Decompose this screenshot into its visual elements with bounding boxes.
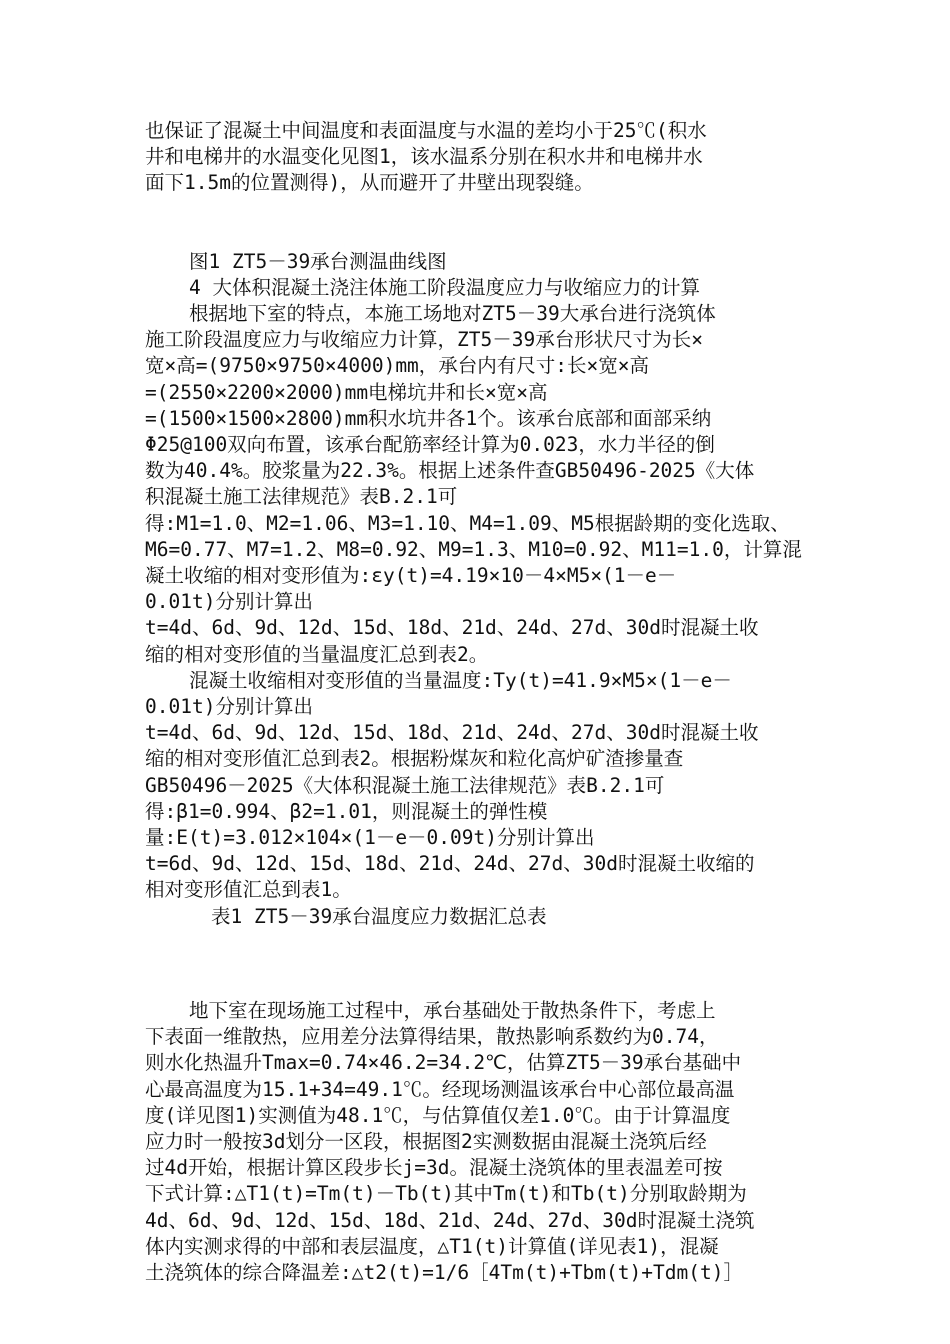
- text-line: =(1500×1500×2800)mm积水坑井各1个。该承台底部和面部采纳: [145, 406, 712, 430]
- text-line: t=4d、6d、9d、12d、15d、18d、21d、24d、27d、30d时混凝土收: [145, 721, 759, 745]
- text-line: t=4d、6d、9d、12d、15d、18d、21d、24d、27d、30d时混凝土收: [145, 616, 759, 640]
- text-line: 0.01t)分别计算出: [145, 695, 313, 719]
- section-4-heading: 4 大体积混凝土浇注体施工阶段温度应力与收缩应力的计算: [189, 275, 700, 299]
- text-line: =(2550×2200×2000)mm电梯坑井和长×宽×高: [145, 380, 548, 404]
- text-line: 面下1.5m的位置测得)，从而避开了井壁出现裂缝。: [145, 171, 594, 195]
- text-line: 数为40.4%。胶浆量为22.3%。根据上述条件查GB50496-2025《大体: [145, 459, 755, 483]
- paragraph-basement-construction: [145, 998, 815, 1286]
- table-1-caption: 表1 ZT5－39承台温度应力数据汇总表: [211, 904, 547, 928]
- text-line: 量:E(t)=3.012×104×(1－e－0.09t)分别计算出: [145, 826, 595, 850]
- paragraph-equivalent-temperature: [145, 668, 815, 904]
- text-line: 施工阶段温度应力与收缩应力计算，ZT5－39承台形状尺寸为长×: [145, 328, 703, 352]
- text-line: 度(详见图1)实测值为48.1℃，与估算值仅差1.0℃。由于计算温度: [145, 1103, 731, 1127]
- text-line: 过4d开始，根据计算区段步长j=3d。混凝土浇筑体的里表温差可按: [145, 1156, 723, 1180]
- text-line: 根据地下室的特点，本施工场地对ZT5－39大承台进行浇筑体: [189, 302, 716, 326]
- text-line: 宽×高=(9750×9750×4000)mm，承台内有尺寸:长×宽×高: [145, 354, 650, 378]
- text-line: t=6d、9d、12d、15d、18d、21d、24d、27d、30d时混凝土收缩的: [145, 852, 755, 876]
- text-line: 下表面一维散热，应用差分法算得结果，散热影响系数约为0.74，: [145, 1025, 719, 1049]
- text-line: 井和电梯井的水温变化见图1，该水温系分别在积水井和电梯井水: [145, 145, 703, 169]
- paragraph-stress-calculation: [145, 301, 815, 668]
- figure-placeholder-space: [145, 197, 815, 249]
- text-line: 凝土收缩的相对变形值为:εy(t)=4.19×10－4×M5×(1－e－: [145, 564, 677, 588]
- text-line: 则水化热温升Tmax=0.74×46.2=34.2℃，估算ZT5－39承台基础中: [145, 1051, 742, 1075]
- text-line: 0.01t)分别计算出: [145, 590, 313, 614]
- text-line: GB50496－2025《大体积混凝土施工法律规范》表B.2.1可: [145, 773, 665, 797]
- text-line: 相对变形值汇总到表1。: [145, 878, 352, 902]
- text-line: 得:M1=1.0、M2=1.06、M3=1.10、M4=1.09、M5根据龄期的变化选取、: [145, 511, 790, 535]
- text-line: 得:β1=0.994、β2=1.01，则混凝土的弹性模: [145, 799, 548, 823]
- text-line: 缩的相对变形值的当量温度汇总到表2。: [145, 642, 489, 666]
- text-line: M6=0.77、M7=1.2、M8=0.92、M9=1.3、M10=0.92、M11=1.0，计算混: [145, 537, 802, 561]
- text-line: 也保证了混凝土中间温度和表面温度与水温的差均小于25℃(积水: [145, 119, 707, 142]
- text-line: 地下室在现场施工过程中，承台基础处于散热条件下，考虑上: [189, 998, 716, 1022]
- text-line: Φ25@100双向布置，该承台配筋率经计算为0.023，水力半径的倒: [145, 433, 715, 457]
- table-placeholder-space: [145, 930, 815, 998]
- document-page: [145, 118, 815, 1286]
- text-line: 应力时一般按3d划分一区段，根据图2实测数据由混凝土浇筑后经: [145, 1129, 707, 1153]
- text-line: 体内实测求得的中部和表层温度，△T1(t)计算值(详见表1)，混凝: [145, 1234, 719, 1258]
- text-line: 缩的相对变形值汇总到表2。根据粉煤灰和粒化高炉矿渣掺量查: [145, 747, 684, 771]
- text-line: 积混凝土施工法律规范》表B.2.1可: [145, 485, 458, 509]
- text-line: 心最高温度为15.1+34=49.1℃。经现场测温该承台中心部位最高温: [145, 1077, 735, 1101]
- text-line: 下式计算:△T1(t)=Tm(t)－Tb(t)其中Tm(t)和Tb(t)分别取龄期为: [145, 1182, 747, 1206]
- figure-1-caption: 图1 ZT5－39承台测温曲线图: [189, 249, 447, 273]
- text-line: 混凝土收缩相对变形值的当量温度:Ty(t)=41.9×M5×(1－e－: [189, 668, 732, 692]
- text-line: 4d、6d、9d、12d、15d、18d、21d、24d、27d、30d时混凝土浇筑: [145, 1208, 755, 1232]
- paragraph-water-temperature: [145, 118, 815, 197]
- text-line: 土浇筑体的综合降温差:△t2(t)=1/6［4Tm(t)+Tbm(t)+Tdm(t)］: [145, 1260, 743, 1284]
